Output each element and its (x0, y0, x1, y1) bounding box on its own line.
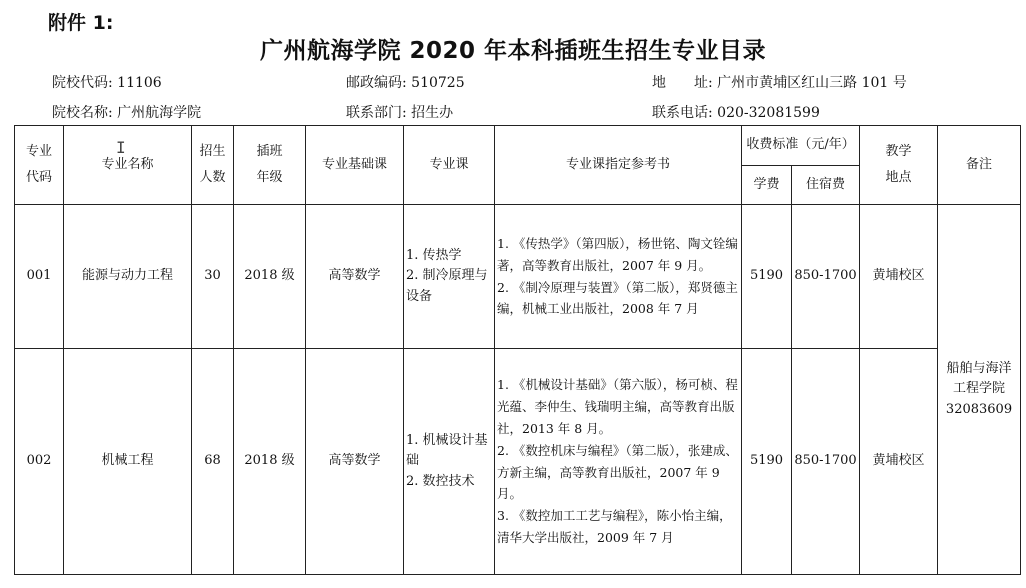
page-title: 广州航海学院 2020 年本科插班生招生专业目录 (259, 38, 767, 64)
phone: 联系电话: 020-32081599 (652, 105, 820, 121)
row-location: 黄埔校区 (860, 205, 938, 349)
header-code: 专业 代码 (15, 126, 64, 205)
attachment-label: 附件 1: (48, 12, 114, 34)
row-tuition: 5190 (742, 349, 792, 575)
major-catalog-table (14, 125, 1021, 575)
header-name: 专业名称 (64, 126, 192, 205)
header-major-course: 专业课 (404, 126, 495, 205)
header-dorm: 住宿费 (792, 166, 860, 205)
header-tuition: 学费 (742, 166, 792, 205)
row-major-course (404, 349, 495, 575)
row-basic-course: 高等数学 (306, 205, 404, 349)
department: 联系部门: 招生办 (346, 105, 454, 121)
header-books: 专业课指定参考书 (495, 126, 742, 205)
row-code: 002 (15, 349, 64, 575)
postal-code: 邮政编码: 510725 (346, 75, 465, 91)
row-name: 能源与动力工程 (64, 205, 192, 349)
header-row (15, 126, 1021, 166)
major-course-1: 1. 传热学 (406, 248, 462, 264)
major-course-2: 2. 制冷原理与设备 (406, 268, 488, 304)
header-location: 教学 地点 (860, 126, 938, 205)
row-grade: 2018 级 (234, 205, 306, 349)
row-books: 1. 《传热学》（第四版），杨世铭、陶文铨编著，高等教育出版社，2007 年 9 月。 2. 《制冷原理与装置》（第二版），郑贤德主编，机械工业出版社，2008 年 7 月 (495, 205, 742, 349)
school-name: 院校名称: 广州航海学院 (52, 105, 202, 121)
row-location: 黄埔校区 (860, 349, 938, 575)
row-remark: 船舶与海洋工程学院 32083609 (938, 205, 1021, 575)
row-grade: 2018 级 (234, 349, 306, 575)
major-course-2: 2. 数控技术 (406, 473, 475, 489)
row-name: 机械工程 (64, 349, 192, 575)
row-basic-course: 高等数学 (306, 349, 404, 575)
row-books: 1. 《机械设计基础》（第六版），杨可桢、程光蕴、李仲生、钱瑞明主编，高等教育出版社，2013 年 8 月。 2. 《数控机床与编程》（第二版），张建成、方新主编，高等教育出版社，2007 年 9 月。 3. 《数控加工工艺与编程》，陈小怡主编，清华大学出版社，2009 年 7 月 (495, 349, 742, 575)
row-code: 001 (15, 205, 64, 349)
header-quota: 招生 人数 (192, 126, 234, 205)
text-cursor-icon: I (116, 138, 126, 157)
table-row (15, 349, 1021, 575)
major-course-1: 1. 机械设计基础 (406, 433, 488, 469)
header-remark: 备注 (938, 126, 1021, 205)
header-basic-course: 专业基础课 (306, 126, 404, 205)
row-tuition: 5190 (742, 205, 792, 349)
row-dorm: 850-1700 (792, 205, 860, 349)
address: 地 址: 广州市黄埔区红山三路 101 号 (652, 75, 907, 91)
row-dorm: 850-1700 (792, 349, 860, 575)
table-row (15, 205, 1021, 349)
row-quota: 68 (192, 349, 234, 575)
header-grade: 插班 年级 (234, 126, 306, 205)
row-major-course (404, 205, 495, 349)
row-quota: 30 (192, 205, 234, 349)
school-code: 院校代码: 11106 (52, 75, 162, 91)
header-fee: 收费标准（元/年） (742, 126, 860, 166)
